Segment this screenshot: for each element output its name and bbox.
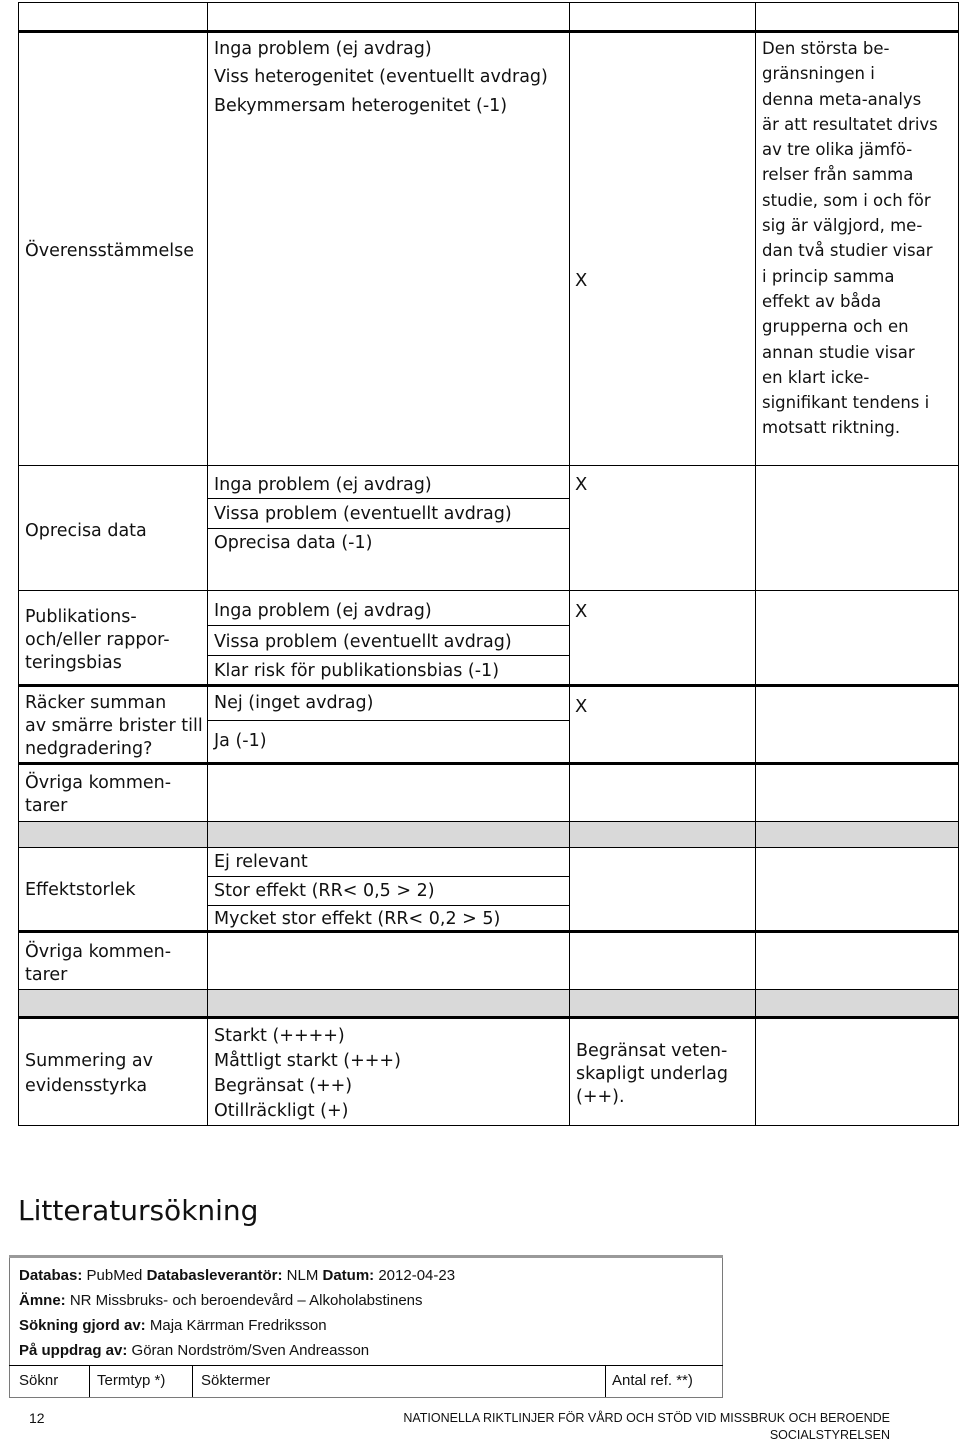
option-item: Klar risk för publikationsbias (-1): [214, 661, 500, 681]
footer-title: NATIONELLA RIKTLINJER FÖR VÅRD OCH STÖD VID MISSBRUK OCH BEROENDE: [403, 1411, 890, 1425]
option-item: Ja (-1): [214, 731, 267, 751]
option-item: Ej relevant: [214, 852, 308, 872]
column-header-termtyp: Termtyp *): [97, 1372, 166, 1389]
separator-row-gray: [18, 822, 958, 847]
option-item: Måttligt starkt (+++): [214, 1051, 401, 1071]
footer-publisher: SOCIALSTYRELSEN: [769, 1428, 890, 1442]
search-meta-line-2: [19, 1292, 423, 1309]
option-item: Oprecisa data (-1): [214, 533, 373, 553]
separator-row-gray: [18, 990, 958, 1016]
database-label: Databas:: [19, 1267, 83, 1284]
subject-value: NR Missbruks- och beroendevård – Alkoholabstinens: [69, 1292, 423, 1309]
provider-value: NLM: [286, 1267, 319, 1284]
date-label: Datum:: [322, 1267, 375, 1284]
selected-mark: X: [575, 601, 588, 622]
selected-mark: X: [575, 474, 588, 495]
option-item: Begränsat (++): [214, 1076, 353, 1096]
row-label-overensstammelse: Överensstämmelse: [25, 241, 194, 261]
section-heading: Litteratursökning: [18, 1194, 259, 1227]
column-header-antal-ref: Antal ref. **): [612, 1372, 693, 1389]
commissioned-value: Göran Nordström/Sven Andreasson: [131, 1342, 370, 1359]
searched-by-label: Sökning gjord av:: [19, 1317, 146, 1334]
page-number: 12: [29, 1410, 45, 1426]
search-meta-line-4: [19, 1342, 369, 1359]
commissioned-label: På uppdrag av:: [19, 1342, 128, 1359]
date-value: 2012-04-23: [378, 1267, 456, 1284]
option-item: Bekymmersam heterogenitet (-1): [214, 96, 508, 116]
search-meta-line-1: [19, 1267, 455, 1284]
row-label-ovriga-kommentarer: Övriga kommen- tarer: [25, 773, 172, 816]
row-label-summering: Summering av evidensstyrka: [25, 1051, 153, 1096]
option-item: Nej (inget avdrag): [214, 693, 374, 713]
option-item: Stor effekt (RR< 0,5 > 2): [214, 881, 435, 901]
row-label-publikation: Publikations- och/eller rappor- teringsbias: [25, 607, 170, 673]
column-header-soktermer: Söktermer: [201, 1372, 271, 1389]
option-item: Inga problem (ej avdrag): [214, 39, 432, 59]
row-label-racker: Räcker summan av smärre brister till nedgradering?: [25, 693, 203, 759]
selected-mark: X: [575, 270, 588, 291]
option-item: Vissa problem (eventuellt avdrag): [214, 632, 512, 652]
searched-by-value: Maja Kärrman Fredriksson: [149, 1317, 327, 1334]
search-meta-line-3: [19, 1317, 327, 1334]
row-label-oprecisa: Oprecisa data: [25, 521, 147, 541]
option-item: Mycket stor effekt (RR< 0,2 > 5): [214, 909, 501, 929]
row-label-effektstorlek: Effektstorlek: [25, 880, 136, 900]
option-item: Inga problem (ej avdrag): [214, 475, 432, 495]
database-value: PubMed: [86, 1267, 143, 1284]
provider-label: Databasleverantör:: [146, 1267, 283, 1284]
option-item: Starkt (++++): [214, 1026, 345, 1046]
subject-label: Ämne:: [19, 1292, 66, 1309]
option-item: Inga problem (ej avdrag): [214, 601, 432, 621]
comment-overensstammelse: Den största be- gränsningen i denna meta-analys är att resultatet drivs av tre olika jämfö- relser från samma studie, som i och för sig är välgjord, me- dan två studier visar i princip samma effekt av båda grupperna och en annan studie visar en klart icke- signifikant tendens i motsatt riktning.: [762, 39, 938, 438]
column-header-soknr: Söknr: [19, 1372, 59, 1389]
option-item: Vissa problem (eventuellt avdrag): [214, 504, 512, 524]
option-item: Otillräckligt (+): [214, 1101, 349, 1121]
option-item: Viss heterogenitet (eventuellt avdrag): [214, 67, 548, 87]
row-label-ovriga-kommentarer: Övriga kommen- tarer: [25, 942, 172, 985]
summary-result: Begränsat veten- skapligt underlag (++).: [576, 1041, 728, 1107]
selected-mark: X: [575, 696, 588, 717]
